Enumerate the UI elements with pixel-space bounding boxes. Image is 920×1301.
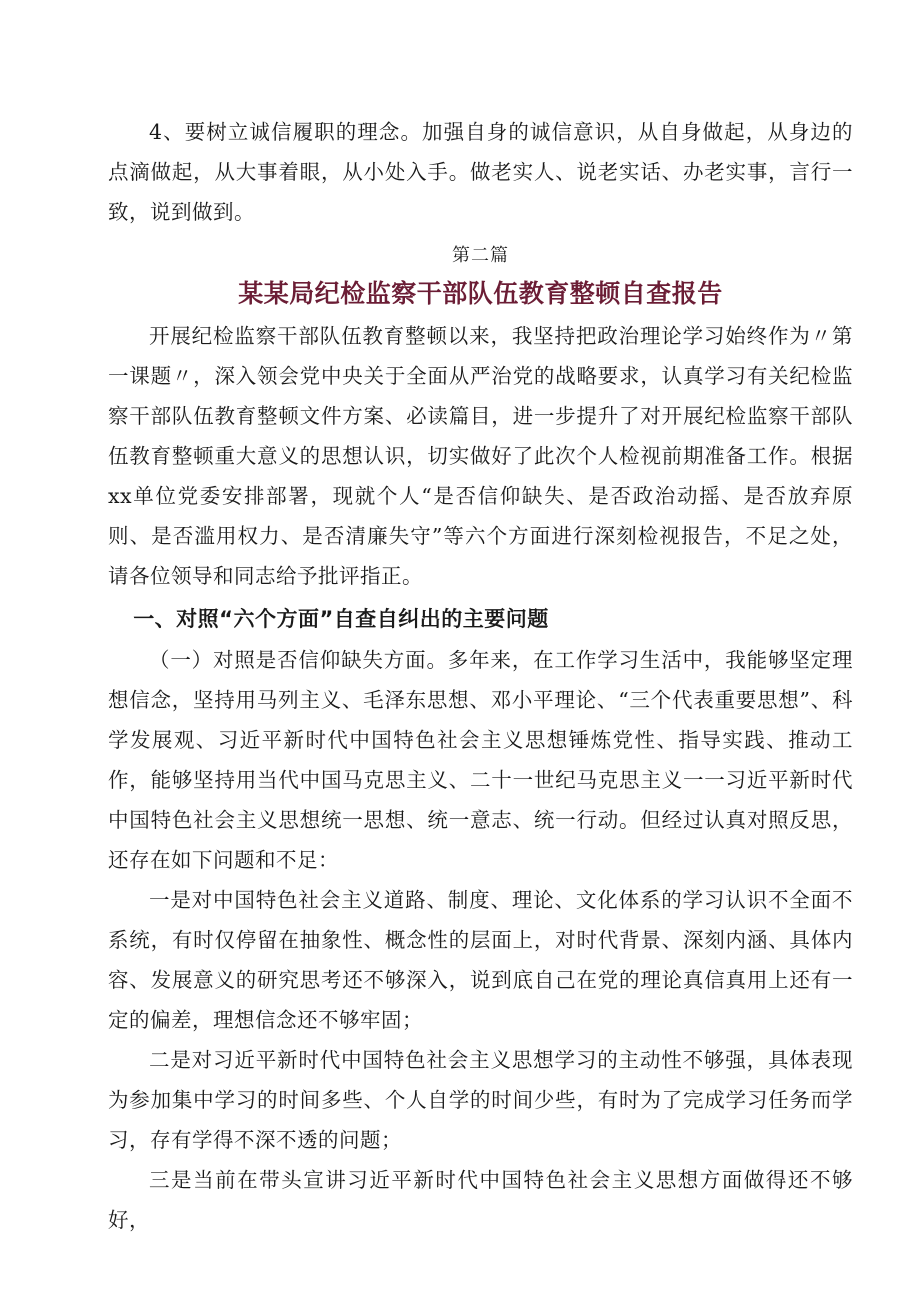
document-page	[108, 112, 853, 1240]
heading-level-1: 一、对照“六个方面”自查自纠出的主要问题	[133, 607, 549, 631]
intro-item-paragraph: 4、要树立诚信履职的理念。加强自身的诚信意识，从自身做起，从身边的点滴做起，从大事着眼，从小处入手。做老实人、说老实话、办老实事，言行一致，说到做到。	[108, 120, 853, 224]
opening-paragraph: 开展纪检监察干部队伍教育整顿以来，我坚持把政治理论学习始终作为〃第一课题〃，深入领会党中央关于全面从严治党的战略要求，认真学习有关纪检监察干部队伍教育整顿文件方案、必读篇目，进一步提升了对开展纪检监察干部队伍教育整顿重大意义的思想认识，切实做好了此次个人检视前期准备工作。根据xx单位党委安排部署，现就个人“是否信仰缺失、是否政治动摇、是否放弃原则、是否滥用权力、是否清廉失守”等六个方面进行深刻检视报告，不足之处，请各位领导和同志给予批评指正。	[108, 324, 853, 588]
point-three-paragraph: 三是当前在带头宣讲习近平新时代中国特色社会主义思想方面做得还不够好，	[108, 1168, 853, 1232]
point-one-paragraph: 一是对中国特色社会主义道路、制度、理论、文化体系的学习认识不全面不系统，有时仅停留在抽象性、概念性的层面上，对时代背景、深刻内涵、具体内容、发展意义的研究思考还不够深入，说到底自己在党的理论真信真用上还有一定的偏差，理想信念还不够牢固；	[108, 888, 853, 1032]
point-two-paragraph: 二是对习近平新时代中国特色社会主义思想学习的主动性不够强，具体表现为参加集中学习的时间多些、个人自学的时间少些，有时为了完成学习任务而学习，存有学得不深不透的问题；	[108, 1048, 853, 1152]
document-title: 某某局纪检监察干部队伍教育整顿自查报告	[238, 279, 723, 308]
sub-section-paragraph: （一）对照是否信仰缺失方面。多年来，在工作学习生活中，我能够坚定理想信念，坚持用马列主义、毛泽东思想、邓小平理论、“三个代表重要思想”、科学发展观、习近平新时代中国特色社会主义思想锤炼党性、指导实践、推动工作，能够坚持用当代中国马克思主义、二十一世纪马克思主义一一习近平新时代中国特色社会主义思想统一思想、统一意志、统一行动。但经过认真对照反思，还存在如下问题和不足：	[108, 648, 853, 872]
section-label: 第二篇	[452, 245, 509, 266]
